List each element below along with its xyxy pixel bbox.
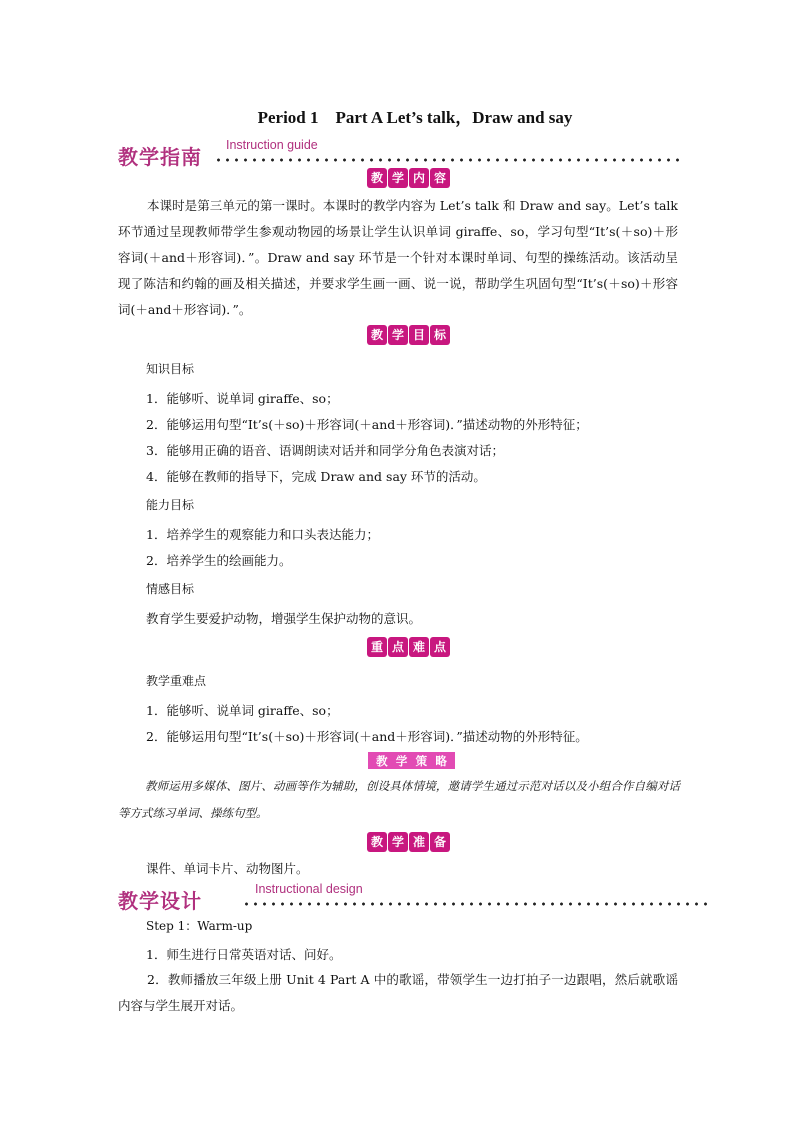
knowledge-item: 2．能够运用句型“It’s(＋so)＋形容词(＋and＋形容词)．”描述动物的外形特征； [146,417,588,432]
keypoints-heading: 教学重难点 [146,674,207,688]
dotted-divider [242,902,708,906]
section-header-instructional-design [118,882,688,913]
badge-char: 教 [367,832,387,852]
step1-item: 2．教师播放三年级上册 Unit 4 Part A 中的歌谣，带领学生一边打拍子一边跟唱，然后就歌谣内容与学生展开对话。 [118,972,678,1013]
content-paragraph: 本课时是第三单元的第一课时。本课时的教学内容为 Let’s talk 和 Draw and say。Let’s talk 环节通过呈现教师带学生参观动物园的场景让学生认识单词 giraffe、so，学习句型“It’s(＋so)＋形容词(＋and＋形容词)．”。Draw and say 环节是一个针对本课时单词、句型的操练活动。该活动呈现了陈洁和约翰的画及相关描述，并要求学生画一画、说一说，帮助学生巩固句型“It’s(＋so)＋形容词(＋and＋形容词)．”。 [118,198,678,317]
badge-teaching-content [367,168,450,188]
section-title-zh: 教学设计 [118,889,202,913]
badge-teaching-strategy [368,752,455,769]
badge-char: 教 [376,753,388,768]
prep-text: 课件、单词卡片、动物图片。 [146,861,309,876]
knowledge-item: 3．能够用正确的语音、语调朗读对话并和同学分角色表演对话； [146,443,504,458]
badge-char: 备 [430,832,450,852]
badge-char: 教 [367,168,387,188]
knowledge-heading: 知识目标 [146,362,195,376]
badge-char: 内 [409,168,429,188]
step1-item: 1．师生进行日常英语对话、问好。 [146,947,342,962]
badge-char: 容 [430,168,450,188]
badge-char: 教 [367,325,387,345]
badge-char: 点 [430,637,450,657]
page-title: Period 1 Part A Let’s talk，Draw and say [257,108,573,127]
section-title-en: Instruction guide [226,138,318,152]
badge-char: 标 [430,325,450,345]
badge-char: 难 [409,637,429,657]
badge-char: 学 [388,832,408,852]
badge-char: 准 [409,832,429,852]
step1-heading: Step 1：Warm-up [146,919,253,933]
section-title-zh: 教学指南 [118,145,202,169]
strategy-paragraph: 教师运用多媒体、图片、动画等作为辅助，创设具体情境，邀请学生通过示范对话以及小组合作自编对话等方式练习单词、操练句型。 [118,779,680,820]
emotion-heading: 情感目标 [146,582,195,596]
badge-char: 重 [367,637,387,657]
section-title-en: Instructional design [255,882,363,896]
ability-item: 2．培养学生的绘画能力。 [146,553,292,568]
badge-char: 学 [388,325,408,345]
ability-heading: 能力目标 [146,498,195,512]
dotted-divider [214,158,680,162]
keypoints-item: 1．能够听、说单词 giraffe、so； [146,703,339,718]
ability-item: 1．培养学生的观察能力和口头表达能力； [146,527,379,542]
badge-char: 学 [395,753,408,768]
badge-char: 目 [409,325,429,345]
badge-char: 点 [388,637,408,657]
badge-char: 略 [435,753,447,768]
knowledge-item: 4．能够在教师的指导下，完成 Draw and say 环节的活动。 [146,469,486,484]
emotion-text: 教育学生要爱护动物，增强学生保护动物的意识。 [146,611,422,626]
knowledge-item: 1．能够听、说单词 giraffe、so； [146,391,339,406]
badge-char: 学 [388,168,408,188]
badge-teaching-prep [367,832,450,852]
badge-char: 策 [415,753,428,768]
badge-key-points [367,637,450,657]
keypoints-item: 2．能够运用句型“It’s(＋so)＋形容词(＋and＋形容词)．”描述动物的外形特征。 [146,729,588,744]
badge-teaching-goals [367,325,450,345]
section-header-instruction-guide [118,138,688,169]
